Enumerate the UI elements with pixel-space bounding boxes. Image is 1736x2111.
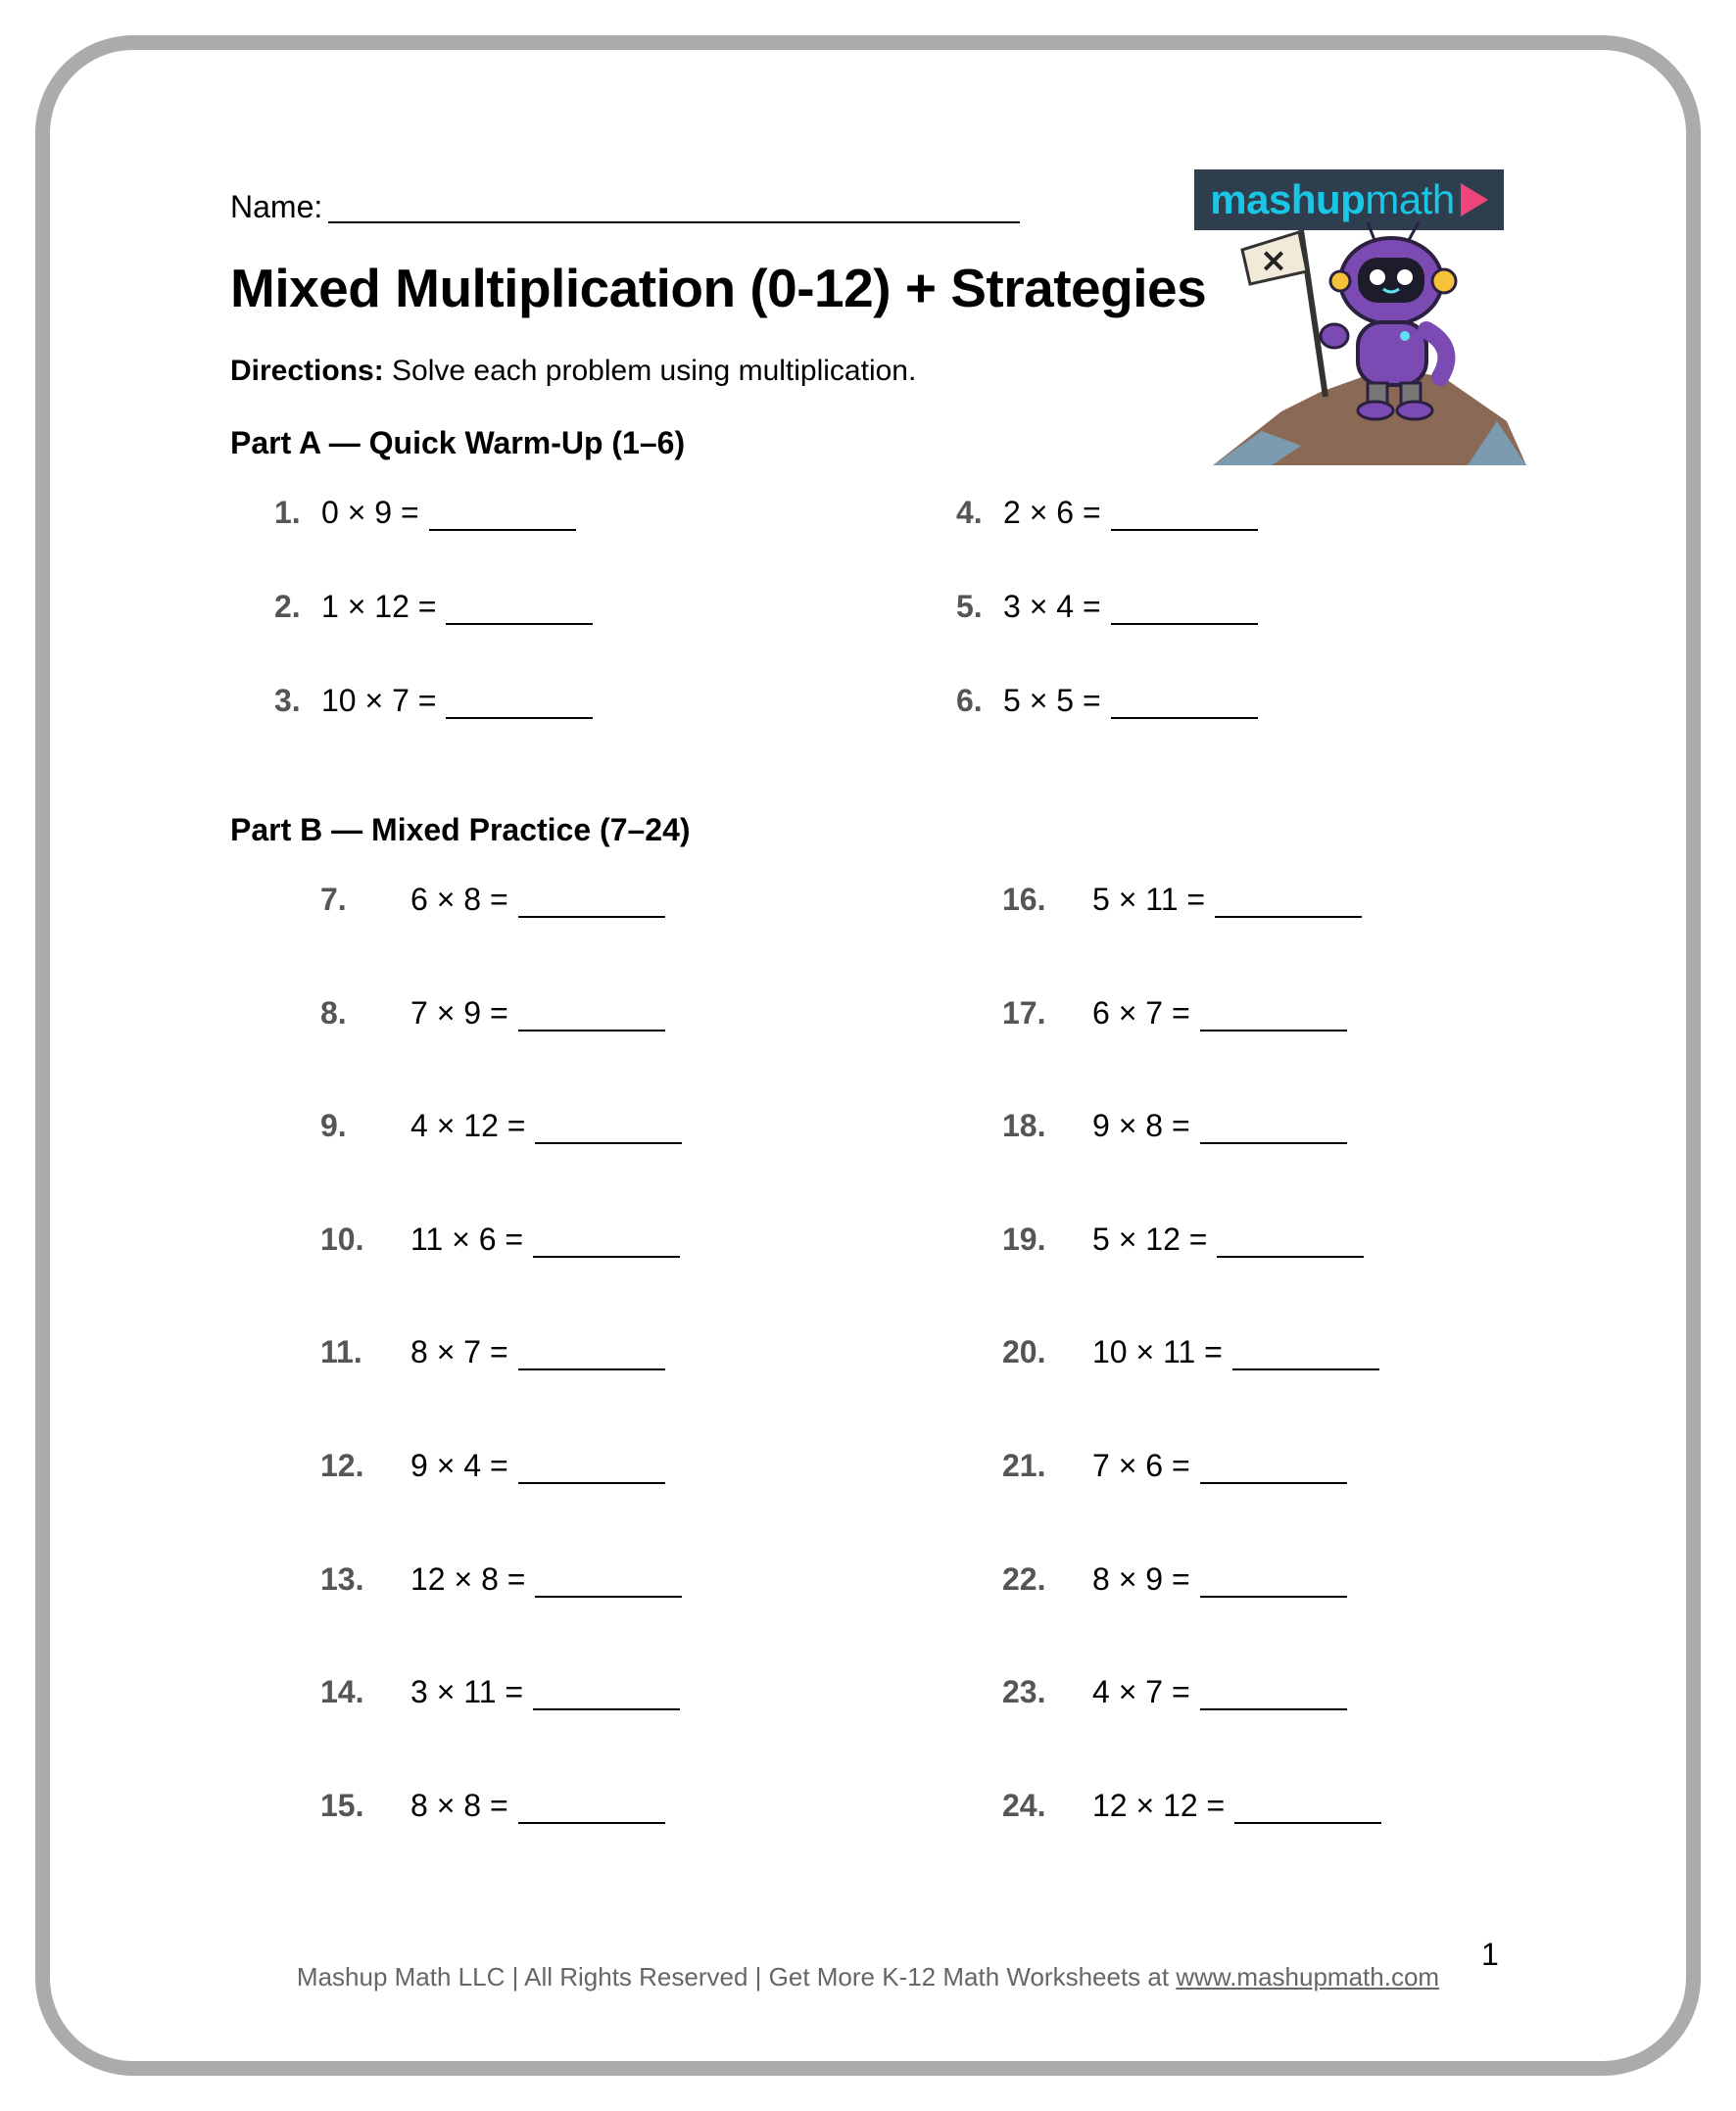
problem-number: 23.	[1002, 1674, 1046, 1709]
robot-face	[1358, 258, 1424, 303]
robot-foot-left	[1358, 402, 1393, 419]
answer-blank[interactable]	[1200, 1004, 1347, 1032]
problem-number: 12.	[320, 1448, 364, 1483]
answer-blank[interactable]	[446, 598, 593, 625]
problem-2	[274, 589, 593, 625]
robot-arm-right	[1426, 330, 1446, 377]
worksheet-title: Mixed Multiplication (0-12) + Strategies	[230, 258, 1207, 318]
answer-blank[interactable]	[535, 1117, 682, 1144]
problem-5	[956, 589, 1258, 625]
robot-antenna-right	[1409, 222, 1419, 240]
problem-20	[1002, 1334, 1379, 1370]
directions-label: Directions:	[230, 355, 384, 387]
problem-1	[274, 495, 576, 531]
problem-expression: 6 × 8 =	[410, 882, 508, 917]
answer-blank[interactable]	[533, 1230, 680, 1258]
problem-15	[320, 1788, 665, 1824]
problem-number: 4.	[956, 495, 983, 530]
answer-blank[interactable]	[533, 1683, 680, 1710]
footer-text: Mashup Math LLC | All Rights Reserved | Get More K-12 Math Worksheets at	[296, 1962, 1177, 1991]
problem-number: 9.	[320, 1108, 347, 1143]
directions-text: Solve each problem using multiplication.	[383, 355, 917, 387]
answer-blank[interactable]	[1200, 1683, 1347, 1710]
problem-expression: 10 × 11 =	[1092, 1334, 1223, 1369]
problem-10	[320, 1222, 680, 1258]
problem-expression: 2 × 6 =	[1003, 495, 1101, 530]
answer-blank[interactable]	[518, 1343, 665, 1370]
problem-number: 8.	[320, 995, 347, 1031]
problem-number: 15.	[320, 1788, 364, 1823]
problem-number: 1.	[274, 495, 301, 530]
robot-eye-left	[1370, 269, 1385, 285]
problem-expression: 12 × 12 =	[1092, 1788, 1226, 1823]
problem-22	[1002, 1561, 1347, 1598]
problem-expression: 5 × 5 =	[1003, 683, 1101, 718]
problem-expression: 0 × 9 =	[321, 495, 419, 530]
robot-ear-left	[1330, 271, 1350, 291]
part-a-heading: Part A — Quick Warm-Up (1–6)	[230, 425, 686, 460]
problem-9	[320, 1108, 682, 1144]
answer-blank[interactable]	[1217, 1230, 1364, 1258]
robot-ear-right	[1432, 269, 1456, 293]
problem-expression: 9 × 4 =	[410, 1448, 508, 1483]
problem-24	[1002, 1788, 1381, 1824]
answer-blank[interactable]	[1215, 890, 1362, 918]
robot-antenna-left	[1368, 222, 1374, 240]
answer-blank[interactable]	[1200, 1457, 1347, 1484]
robot-hand-left	[1321, 324, 1348, 348]
problem-number: 21.	[1002, 1448, 1046, 1483]
answer-blank[interactable]	[429, 504, 576, 531]
footer	[0, 1962, 1736, 1992]
problem-3	[274, 683, 593, 719]
problem-8	[320, 995, 665, 1032]
problem-number: 24.	[1002, 1788, 1046, 1823]
problem-23	[1002, 1674, 1347, 1710]
problem-11	[320, 1334, 665, 1370]
robot-body	[1358, 322, 1426, 385]
problem-number: 2.	[274, 589, 301, 624]
answer-blank[interactable]	[1232, 1343, 1379, 1370]
problem-expression: 5 × 11 =	[1092, 882, 1206, 917]
problem-expression: 9 × 8 =	[1092, 1108, 1190, 1143]
problem-7	[320, 882, 665, 918]
problem-expression: 7 × 9 =	[410, 995, 508, 1031]
problem-number: 11.	[320, 1334, 362, 1369]
logo-text-light: math	[1365, 176, 1455, 222]
problem-19	[1002, 1222, 1364, 1258]
problem-expression: 8 × 9 =	[1092, 1561, 1190, 1597]
problem-number: 20.	[1002, 1334, 1046, 1369]
footer-link[interactable]: www.mashupmath.com	[1176, 1962, 1440, 1991]
part-b-heading: Part B — Mixed Practice (7–24)	[230, 812, 691, 847]
problem-number: 10.	[320, 1222, 364, 1257]
problem-expression: 12 × 8 =	[410, 1561, 526, 1597]
page-number: 1	[1481, 1937, 1499, 1972]
answer-blank[interactable]	[518, 1004, 665, 1032]
problem-expression: 7 × 6 =	[1092, 1448, 1190, 1483]
problem-expression: 4 × 7 =	[1092, 1674, 1190, 1709]
answer-blank[interactable]	[446, 692, 593, 719]
robot-eye-right	[1397, 269, 1413, 285]
problem-expression: 3 × 11 =	[410, 1674, 524, 1709]
problem-number: 18.	[1002, 1108, 1046, 1143]
problem-13	[320, 1561, 682, 1598]
answer-blank[interactable]	[518, 1797, 665, 1824]
answer-blank[interactable]	[1200, 1117, 1347, 1144]
problem-number: 22.	[1002, 1561, 1046, 1597]
problem-number: 14.	[320, 1674, 364, 1709]
problem-expression: 11 × 6 =	[410, 1222, 524, 1257]
answer-blank[interactable]	[1111, 692, 1258, 719]
problem-21	[1002, 1448, 1347, 1484]
problem-number: 13.	[320, 1561, 364, 1597]
robot-mascot-illustration	[1213, 220, 1526, 470]
problem-4	[956, 495, 1258, 531]
answer-blank[interactable]	[1111, 504, 1258, 531]
answer-blank[interactable]	[535, 1570, 682, 1598]
name-label: Name:	[230, 189, 323, 224]
robot-foot-right	[1397, 402, 1432, 419]
answer-blank[interactable]	[1200, 1570, 1347, 1598]
logo-text-bold: mashup	[1210, 176, 1366, 222]
problem-number: 19.	[1002, 1222, 1046, 1257]
problem-17	[1002, 995, 1347, 1032]
problem-number: 17.	[1002, 995, 1046, 1031]
answer-blank[interactable]	[518, 890, 665, 918]
problem-expression: 8 × 7 =	[410, 1334, 508, 1369]
problem-16	[1002, 882, 1362, 918]
problem-number: 5.	[956, 589, 983, 624]
problem-number: 6.	[956, 683, 983, 718]
problem-12	[320, 1448, 665, 1484]
directions	[230, 355, 916, 388]
flag-x-icon: ×	[1259, 241, 1288, 280]
problem-14	[320, 1674, 680, 1710]
answer-blank[interactable]	[1234, 1797, 1381, 1824]
problem-number: 16.	[1002, 882, 1046, 917]
problem-expression: 8 × 8 =	[410, 1788, 508, 1823]
problem-expression: 1 × 12 =	[321, 589, 437, 624]
problem-expression: 10 × 7 =	[321, 683, 437, 718]
problem-expression: 4 × 12 =	[410, 1108, 526, 1143]
problem-18	[1002, 1108, 1347, 1144]
play-icon	[1461, 183, 1488, 216]
name-input-line[interactable]	[328, 221, 1020, 223]
problem-expression: 3 × 4 =	[1003, 589, 1101, 624]
problem-number: 7.	[320, 882, 347, 917]
problem-expression: 5 × 12 =	[1092, 1222, 1208, 1257]
problem-number: 3.	[274, 683, 301, 718]
problem-6	[956, 683, 1258, 719]
problem-expression: 6 × 7 =	[1092, 995, 1190, 1031]
answer-blank[interactable]	[1111, 598, 1258, 625]
robot-chest-light	[1400, 331, 1410, 341]
answer-blank[interactable]	[518, 1457, 665, 1484]
